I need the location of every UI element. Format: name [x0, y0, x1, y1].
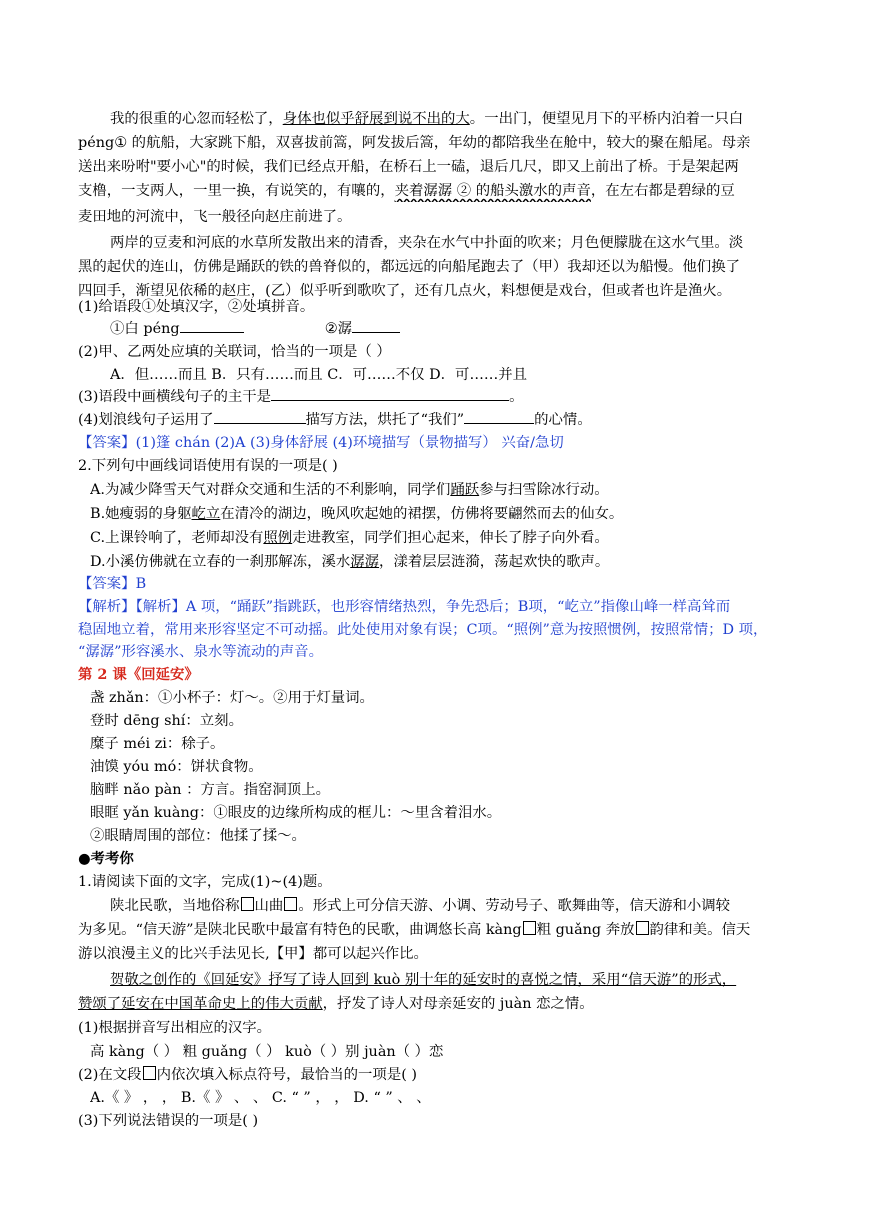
vocab-item: 登时 dēng shí：立刻。: [90, 713, 243, 729]
analysis-line-3: “潺潺”形容溪水、泉水等流动的声音。: [78, 644, 323, 660]
q6-stem: 1.请阅读下面的文字，完成(1)~(4)题。: [78, 874, 332, 890]
passage-line-2: 为多见。“信天游”是陕北民歌中最富有特色的民歌，曲调悠长高 kàng 粗 guǎng 奔放 韵律和美。信天: [78, 922, 751, 938]
vocab-item: ②眼睛周围的部位：他揉了揉～。: [90, 828, 306, 844]
q3-stem: (3)语段中画横线句子的主干是 。: [78, 386, 812, 408]
p1-line-5: 麦田地的河流中，飞一般径向赵庄前进了。: [78, 209, 352, 225]
vocab-item: 眼眶 yǎn kuàng：①眼皮的边缘所构成的框儿：～里含着泪水。: [90, 805, 502, 821]
punct-box-3: [523, 921, 536, 935]
q4-blank-2[interactable]: [464, 409, 534, 424]
q1-stem: (1)给语段①处填汉字，②处填拼音。: [78, 299, 315, 315]
q1-blank-1[interactable]: [180, 318, 244, 333]
answer-2: 【答案】B: [78, 576, 147, 592]
passage-line-3: 游以浪漫主义的比兴手法见长,【甲】都可以起兴作比。: [78, 946, 428, 962]
p2-line-1: 两岸的豆麦和河底的水草所发散出来的清香，夹杂在水气中扑面的吹来；月色便朦胧在这水气里。淡: [110, 235, 744, 251]
lesson-title: 第 2 课《回延安》: [78, 666, 199, 683]
q2-stem: (2)甲、乙两处应填的关联词，恰当的一项是（ ）: [78, 344, 391, 360]
sq2-options: A.《 》 ， ， B.《 》 、 、 C. “ ” ， ， D. “ ” 、 、: [90, 1090, 431, 1106]
sq2-stem: (2)在文段 内依次填入标点符号，最恰当的一项是( ): [78, 1067, 418, 1083]
vocab-item: 盏 zhǎn：①小杯子：灯～。②用于灯量词。: [90, 690, 374, 706]
q5-option-c: C.上课铃响了，老师却没有照例走进教室，同学们担心起来，伸长了脖子向外看。: [90, 530, 609, 546]
p1-line-4: 支橹，一支两人，一里一换，有说笑的，有嚷的，夹着潺潺 ② 的船头激水的声音，在左右都是碧绿的豆: [78, 183, 735, 199]
answer-1: 【答案】(1)篷 chán (2)A (3)身体舒展 (4)环境描写（景物描写） 兴奋/急切: [78, 435, 564, 451]
vocab-item: 糜子 méi zi：稌子。: [90, 736, 225, 752]
q5-option-b: B.她瘦弱的身躯屹立在清冷的湖边，晚风吹起她的裙摆，仿佛将要翩然而去的仙女。: [90, 506, 624, 522]
p1-line-3: 送出来吩咐"要小心"的时候，我们已经点开船，在桥石上一磕，退后几尺，即又上前出了桥。于是架起两: [78, 159, 739, 175]
q3-blank[interactable]: [271, 386, 509, 401]
q1-options: ①白 péng ②潺: [110, 318, 812, 340]
passage-line-4: 贺敬之创作的《回延安》抒写了诗人回到 kuò 别十年的延安时的喜悦之情，采用“信天游”的形式，: [110, 972, 737, 988]
sq1-items: 高 kàng（ ） 粗 guǎng（ ） kuò（ ）别 juàn（ ）恋: [90, 1044, 444, 1060]
punct-box-4: [636, 921, 649, 935]
p2-line-2: 黑的起伏的连山，仿佛是踊跃的铁的兽脊似的，都远远的向船尾跑去了（甲）我却还以为船慢。他们换了: [78, 259, 740, 275]
punct-box-1: [241, 897, 254, 911]
passage-line-1: 陕北民歌，当地俗称 山曲 。形式上可分信天游、小调、劳动号子、歌舞曲等，信天游和小调较: [110, 898, 731, 914]
passage-line-5: 赞颂了延安在中国革命史上的伟大贡献，抒发了诗人对母亲延安的 juàn 恋之情。: [78, 996, 594, 1012]
punct-box-icon: [143, 1066, 156, 1080]
q2-options: A．但……而且 B．只有……而且 C．可……不仅 D．可……并且: [110, 367, 528, 383]
q4-stem: (4)划浪线句子运用了 描写方法，烘托了“我们” 的心情。: [78, 409, 812, 431]
q5-option-d: D.小溪仿佛就在立春的一刹那解冻，溪水潺潺，漾着层层涟漪，荡起欢快的歌声。: [90, 554, 610, 570]
p1-line-1: 我的很重的心忽而轻松了，身体也似乎舒展到说不出的大。一出门，便望见月下的平桥内泊着一只白: [110, 111, 744, 127]
vocab-item: 油馍 yóu mó：饼状食物。: [90, 759, 263, 775]
analysis-line-2: 稳固地立着，常用来形容坚定不可动摇。此处使用对象有误；C项。“照例”意为按照惯例，按照常情；D 项，: [78, 622, 768, 638]
p2-line-3: 四回手，渐望见依稀的赵庄，(乙）似乎听到歌吹了，还有几点火，料想便是戏台，但或者也许是渔火。: [78, 283, 732, 299]
punct-box-2: [284, 897, 297, 911]
analysis-line-1: 【解析】【解析】A 项，“踊跃”指跳跃，也形容情绪热烈，争先恐后；B项，“屹立”指像山峰一样高耸而: [78, 599, 731, 615]
q4-blank-1[interactable]: [214, 409, 306, 424]
section-title: ●考考你: [78, 850, 134, 867]
p1-line-2: péng① 的航船，大家跳下船，双喜拔前篙，阿发拔后篙，年幼的都陪我坐在舱中，较大的聚在船尾。母亲: [78, 135, 751, 151]
sq1-stem: (1)根据拼音写出相应的汉字。: [78, 1020, 272, 1036]
q5-option-a: A.为减少降雪天气对群众交通和生活的不利影响，同学们踊跃参与扫雪除冰行动。: [90, 482, 609, 498]
vocab-item: 脑畔 nǎo pàn ：方言。指窑洞顶上。: [90, 782, 330, 798]
sq3-stem: (3)下列说法错误的一项是( ): [78, 1113, 259, 1129]
q5-stem: 2.下列句中画线词语使用有误的一项是( ): [78, 458, 338, 474]
q1-blank-2[interactable]: [352, 318, 400, 333]
